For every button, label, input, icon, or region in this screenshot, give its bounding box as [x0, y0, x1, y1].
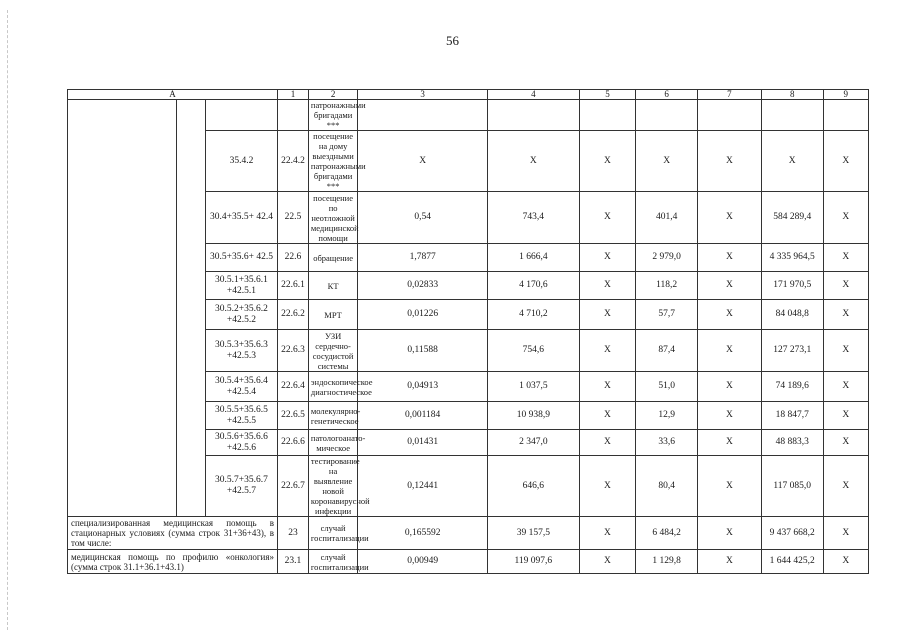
table-cell [358, 100, 488, 131]
table-cell: молекулярно-генетическое [308, 402, 357, 430]
table-cell: 0,54 [358, 192, 488, 244]
table-cell: тестирование на выявление новой коронавирусной инфекции [308, 456, 357, 517]
table-cell: патологоанато-мическое [308, 430, 357, 456]
table-cell: X [698, 131, 762, 192]
table-cell: 1,7877 [358, 244, 488, 272]
table-cell: 22.4.2 [278, 131, 309, 192]
table-cell [488, 100, 580, 131]
table-cell: 30.5.4+35.6.4 +42.5.4 [205, 372, 277, 402]
table-row [68, 550, 869, 574]
header-cell-3: 3 [358, 90, 488, 100]
table-cell: X [698, 272, 762, 300]
table-cell: 33,6 [636, 430, 698, 456]
table-cell: 2 979,0 [636, 244, 698, 272]
table-cell: посещение на дому выездными патронажными бригадами *** [308, 131, 357, 192]
table-cell: 754,6 [488, 330, 580, 372]
table-cell: 22.6.3 [278, 330, 309, 372]
header-cell-1: 1 [278, 90, 309, 100]
table-cell: 48 883,3 [761, 430, 823, 456]
table-cell: X [761, 131, 823, 192]
data-table [67, 89, 869, 574]
table-cell: 22.6.1 [278, 272, 309, 300]
table-cell: X [579, 192, 636, 244]
table-cell: 117 085,0 [761, 456, 823, 517]
table-cell: X [823, 372, 868, 402]
table-cell: 22.5 [278, 192, 309, 244]
table-cell: 119 097,6 [488, 550, 580, 574]
table-cell: случай госпитализации [308, 517, 357, 550]
margin-marks [7, 10, 9, 630]
table-cell: 4 170,6 [488, 272, 580, 300]
table-cell: 0,01226 [358, 300, 488, 330]
table-cell: 401,4 [636, 192, 698, 244]
table-cell: X [579, 517, 636, 550]
table-cell: 1 644 425,2 [761, 550, 823, 574]
table-cell: медицинская помощь по профилю «онкология» (сумма строк 31.1+36.1+43.1) [68, 550, 278, 574]
blank-cell [68, 100, 177, 517]
table-cell: 0,001184 [358, 402, 488, 430]
table-cell: 118,2 [636, 272, 698, 300]
table-cell: 30.5.2+35.6.2 +42.5.2 [205, 300, 277, 330]
table-cell [761, 100, 823, 131]
table-cell: МРТ [308, 300, 357, 330]
table-cell: X [698, 244, 762, 272]
table-cell: 30.5.6+35.6.6 +42.5.6 [205, 430, 277, 456]
header-cell-9: 9 [823, 90, 868, 100]
table-cell: 30.5.5+35.6.5 +42.5.5 [205, 402, 277, 430]
table-cell: X [823, 244, 868, 272]
header-cell-8: 8 [761, 90, 823, 100]
table-cell: 22.6 [278, 244, 309, 272]
table-cell: 74 189,6 [761, 372, 823, 402]
table-cell: 0,12441 [358, 456, 488, 517]
table-cell: X [823, 192, 868, 244]
table-cell: X [698, 402, 762, 430]
table-cell: X [579, 300, 636, 330]
table-cell: 0,165592 [358, 517, 488, 550]
table-cell: X [823, 550, 868, 574]
table-cell: X [698, 372, 762, 402]
blank-cell [177, 100, 206, 517]
table-cell: 23 [278, 517, 309, 550]
table-cell: 10 938,9 [488, 402, 580, 430]
header-cell-7: 7 [698, 90, 762, 100]
table-cell: X [823, 300, 868, 330]
table-cell: 18 847,7 [761, 402, 823, 430]
table-cell: эндоскопическое диагностическое [308, 372, 357, 402]
table-cell: 23.1 [278, 550, 309, 574]
table-cell: специализированная медицинская помощь в стационарных условиях (сумма строк 31+36+43), в том числе: [68, 517, 278, 550]
table-cell: X [823, 402, 868, 430]
table-cell: X [579, 131, 636, 192]
table-cell: обращение [308, 244, 357, 272]
table-cell: X [579, 244, 636, 272]
table-cell: 39 157,5 [488, 517, 580, 550]
table-cell: X [579, 372, 636, 402]
table-cell: 646,6 [488, 456, 580, 517]
table-cell: X [698, 550, 762, 574]
header-cell-2: 2 [308, 90, 357, 100]
table-cell: 30.4+35.5+ 42.4 [205, 192, 277, 244]
table-cell: 4 335 964,5 [761, 244, 823, 272]
table-cell: 80,4 [636, 456, 698, 517]
table-cell: 0,04913 [358, 372, 488, 402]
table-cell: X [698, 517, 762, 550]
blank-cell [278, 100, 309, 131]
table-cell: 22.6.6 [278, 430, 309, 456]
table-cell: 57,7 [636, 300, 698, 330]
table-cell: 30.5.3+35.6.3 +42.5.3 [205, 330, 277, 372]
table-cell: 22.6.7 [278, 456, 309, 517]
table-cell: 84 048,8 [761, 300, 823, 330]
table-cell: 30.5+35.6+ 42.5 [205, 244, 277, 272]
blank-cell [205, 100, 277, 131]
table-cell: X [358, 131, 488, 192]
table-cell: X [698, 192, 762, 244]
table-cell: 0,00949 [358, 550, 488, 574]
table-cell: X [823, 330, 868, 372]
table-cell: X [579, 272, 636, 300]
table-cell: X [823, 430, 868, 456]
table-cell: X [579, 330, 636, 372]
table-cell: посещение по неотложной медицинской помощи [308, 192, 357, 244]
table-cell: 0,11588 [358, 330, 488, 372]
table-cell: X [698, 456, 762, 517]
header-cell-a: А [68, 90, 278, 100]
table-cell: 9 437 668,2 [761, 517, 823, 550]
header-cell-5: 5 [579, 90, 636, 100]
table-cell: 30.5.1+35.6.1 +42.5.1 [205, 272, 277, 300]
table-cell [636, 100, 698, 131]
page-number: 56 [446, 33, 459, 48]
table-cell: 87,4 [636, 330, 698, 372]
table-cell: 1 037,5 [488, 372, 580, 402]
table-cell: 12,9 [636, 402, 698, 430]
table-cell: X [698, 430, 762, 456]
table-cell: 6 484,2 [636, 517, 698, 550]
table-cell: X [823, 517, 868, 550]
table-cell: случай госпитализации [308, 550, 357, 574]
table-cell: КТ [308, 272, 357, 300]
table-cell: 584 289,4 [761, 192, 823, 244]
table-cell [698, 100, 762, 131]
table-cell: 1 666,4 [488, 244, 580, 272]
table-cell: X [823, 131, 868, 192]
table-cell: 51,0 [636, 372, 698, 402]
table-cell: 0,01431 [358, 430, 488, 456]
table-cell: X [579, 456, 636, 517]
table-cell: X [579, 430, 636, 456]
table-cell: 743,4 [488, 192, 580, 244]
header-cell-4: 4 [488, 90, 580, 100]
table-cell: 35.4.2 [205, 131, 277, 192]
table-cell: X [488, 131, 580, 192]
table-cell: X [636, 131, 698, 192]
table-row [68, 100, 869, 131]
table-cell: 4 710,2 [488, 300, 580, 330]
table-cell: X [823, 456, 868, 517]
table-cell [579, 100, 636, 131]
cell-description: патронажными бригадами *** [308, 100, 357, 131]
table-cell: 1 129,8 [636, 550, 698, 574]
table-cell: X [579, 402, 636, 430]
table-row [68, 517, 869, 550]
table-cell: 171 970,5 [761, 272, 823, 300]
table-cell [823, 100, 868, 131]
table-cell: X [698, 300, 762, 330]
table-cell: 0,02833 [358, 272, 488, 300]
table-cell: 127 273,1 [761, 330, 823, 372]
table-cell: X [698, 330, 762, 372]
table-cell: УЗИ сердечно-сосудистой системы [308, 330, 357, 372]
header-row [68, 90, 869, 100]
table-cell: 30.5.7+35.6.7 +42.5.7 [205, 456, 277, 517]
table-cell: 22.6.5 [278, 402, 309, 430]
table-cell: 22.6.2 [278, 300, 309, 330]
table-cell: 22.6.4 [278, 372, 309, 402]
table-cell: X [823, 272, 868, 300]
table-cell: X [579, 550, 636, 574]
table-cell: 2 347,0 [488, 430, 580, 456]
header-cell-6: 6 [636, 90, 698, 100]
